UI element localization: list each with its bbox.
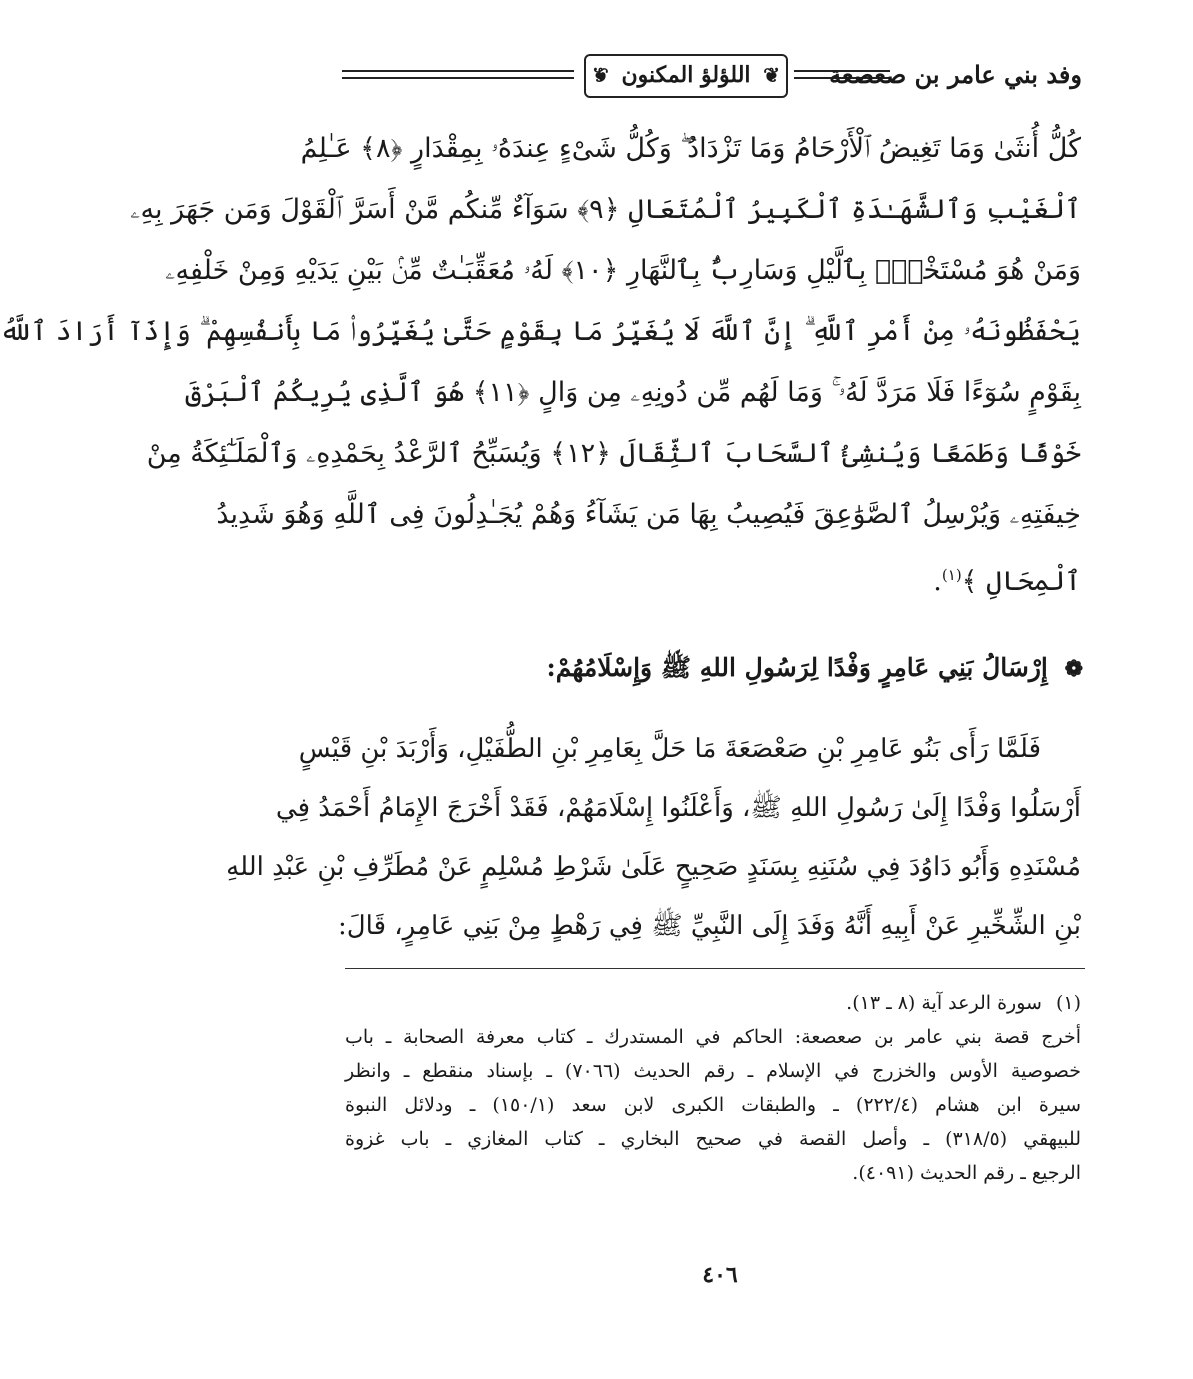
quran-line-text: يَحْفَظُونَهُۥ مِنْ أَمْرِ ٱللَّهِ ۗ إِنَّ ٱللَّهَ لَا يُغَيِّرُ مَا بِقَوْمٍ حَتَّىٰ يُغَيِّرُوا۟ مَا بِأَنفُسِهِمْ ۗ وَإِذَآ أَرَادَ ٱللَّهُ (0, 316, 1081, 347)
page-number: ٤٠٦ (702, 1262, 738, 1288)
chapter-title: وفد بني عامر بن صعصعة (829, 60, 1082, 89)
quran-line-text: ٱلْغَيْبِ وَٱلشَّهَـٰدَةِ ٱلْكَبِيرُ ٱلْمُتَعَالِ ﴿٩﴾ سَوَآءٌ مِّنكُم مَّنْ أَسَرَّ ٱلْقَوْلَ وَمَن جَهَرَ بِهِۦ (130, 194, 1081, 225)
book-title-cartouche (584, 54, 788, 98)
quran-line-text: خِيفَتِهِۦ وَيُرْسِلُ ٱلصَّوَٰعِقَ فَيُصِيبُ بِهَا مَن يَشَآءُ وَهُمْ يُجَـٰدِلُونَ فِى ٱللَّهِ وَهُوَ شَدِيدُ (216, 499, 1081, 530)
body-line: فَلَمَّا رَأَى بَنُو عَامِرِ بْنِ صَعْصَعَةَ مَا حَلَّ بِعَامِرِ بْنِ الطُّفَيْلِ، وَأَرْبَدَ بْنِ قَيْسٍ (298, 734, 1041, 764)
section-heading-text: إِرْسَالُ بَنِي عَامِرٍ وَفْدًا لِرَسُولِ اللهِ ﷺ وَإِسْلَامُهُمْ: (546, 653, 1048, 682)
footnote-reference[interactable]: (١) (941, 566, 962, 584)
body-line: مُسْنَدِهِ وَأَبُو دَاوُدَ فِي سُنَنِهِ بِسَنَدٍ صَحِيحٍ عَلَىٰ شَرْطِ مُسْلِمٍ عَنْ مُطَرِّفِ بْنِ عَبْدِ اللهِ (226, 852, 1081, 882)
footnotes (345, 986, 1081, 1190)
footnote-separator (345, 968, 1085, 969)
quran-line (146, 423, 1081, 484)
quran-line-text: ٱلْمِحَالِ ﴾ (961, 566, 1081, 597)
footnote-line (345, 986, 1081, 1020)
footnote-line: أخرج قصة بني عامر بن صعصعة: الحاكم في المستدرك ـ كتاب معرفة الصحابة ـ باب (345, 1026, 1081, 1048)
quran-line-text: بِقَوْمٍ سُوٓءًا فَلَا مَرَدَّ لَهُۥ ۚ وَمَا لَهُم مِّن دُونِهِۦ مِن وَالٍ ﴿١١﴾ هُوَ ٱلَّذِى يُرِيكُمُ ٱلْبَرْقَ (185, 377, 1081, 408)
quran-line (216, 484, 1081, 545)
quran-line (165, 240, 1081, 301)
running-header (342, 50, 1082, 106)
book-title: اللؤلؤ المكنون (621, 62, 751, 88)
footnote-line: للبيهقي (٣١٨/٥) ـ وأصل القصة في صحيح البخاري ـ كتاب المغازي ـ باب غزوة (345, 1128, 1081, 1150)
quran-line-text: كُلُّ أُنثَىٰ وَمَا تَغِيضُ ٱلْأَرْحَامُ وَمَا تَزْدَادُ ۖ وَكُلُّ شَىْءٍ عِندَهُۥ بِمِقْدَارٍ ﴿٨﴾ عَـٰلِمُ (300, 133, 1081, 164)
footnote-number: (١) (1055, 992, 1081, 1014)
quran-line-text: خَوْفًا وَطَمَعًا وَيُنشِئُ ٱلسَّحَابَ ٱلثِّقَالَ ﴿١٢﴾ وَيُسَبِّحُ ٱلرَّعْدُ بِحَمْدِهِۦ وَٱلْمَلَـٰٓئِكَةُ مِنْ (146, 438, 1081, 469)
period: . (933, 566, 942, 597)
footnote-line: الرجيع ـ رقم الحديث (٤٠٩١). (852, 1162, 1081, 1184)
body-paragraph (226, 720, 1081, 956)
quran-line (185, 362, 1081, 423)
quran-passage (0, 118, 1081, 606)
quran-line-text: وَمَنْ هُوَ مُسْتَخْفٍۭ بِٱلَّيْلِ وَسَارِبٌۢ بِٱلنَّهَارِ ﴿١٠﴾ لَهُۥ مُعَقِّبَـٰتٌ مِّنۢ بَيْنِ يَدَيْهِ وَمِنْ خَلْفِهِۦ (165, 255, 1081, 286)
section-heading (546, 652, 1083, 689)
footnote-text: سورة الرعد آية (٨ ـ ١٣). (846, 992, 1042, 1014)
flower-bullet-icon: ❁ (1064, 656, 1083, 682)
header-rule-left (342, 70, 574, 79)
quran-line (345, 545, 1081, 606)
quran-line (300, 118, 1081, 179)
footnote-line: سيرة ابن هشام (٢٢٢/٤) ـ والطبقات الكبرى لابن سعد (١٥٠/١) ـ ودلائل النبوة (345, 1094, 1081, 1116)
body-line: بْنِ الشِّخِّيرِ عَنْ أَبِيهِ أَنَّهُ وَفَدَ إِلَى النَّبِيِّ ﷺ فِي رَهْطٍ مِنْ بَنِي عَامِرٍ، قَالَ: (338, 911, 1081, 941)
footnote-line: خصوصية الأوس والخزرج في الإسلام ـ رقم الحديث (٧٠٦٦) ـ بإسناد منقطع ـ وانظر (345, 1060, 1081, 1082)
quran-line (130, 179, 1081, 240)
body-line: أَرْسَلُوا وَفْدًا إِلَىٰ رَسُولِ اللهِ ﷺ، وَأَعْلَنُوا إِسْلَامَهُمْ، فَقَدْ أَخْرَجَ الإِمَامُ أَحْمَدُ فِي (275, 793, 1081, 823)
quran-line (0, 301, 1081, 362)
